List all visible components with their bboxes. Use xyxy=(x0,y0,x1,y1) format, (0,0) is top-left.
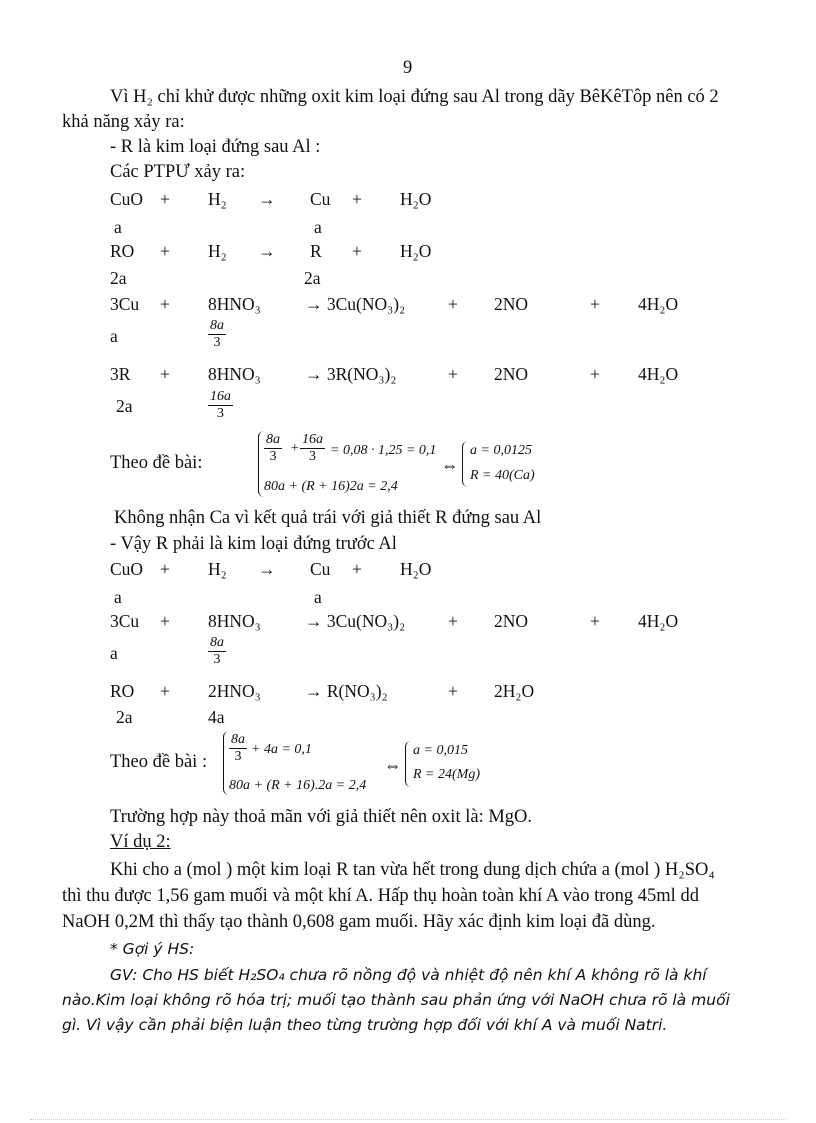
theo1-fraction-1 xyxy=(264,432,282,465)
eq7-reactant-2: 2HNO₃ xyxy=(208,681,261,701)
case2-label: - Vậy R phải là kim loại đứng trước Al xyxy=(110,534,397,554)
eq5-arrow: → xyxy=(258,559,276,579)
ptpu-label: Các PTPƯ xảy ra: xyxy=(110,162,246,182)
eq2-mole-1: 2a xyxy=(110,268,127,288)
fraction-denominator: 3 xyxy=(269,449,277,464)
eq1-reactant-2: H₂ xyxy=(208,189,227,209)
eq3-mole-1: a xyxy=(110,326,118,346)
theo1-result-1: a = 0,0125 xyxy=(470,443,532,458)
eq4-plus-2: + xyxy=(448,364,458,384)
eq4-mole-1: 2a xyxy=(116,396,133,416)
example-title: Ví dụ 2: xyxy=(110,832,171,852)
example-line-3: NaOH 0,2M thì thấy tạo thành 0,608 gam muối. Hãy xác định kim loại đã dùng. xyxy=(62,912,656,932)
eq4-product-1: → 3R(NO₃)₂ xyxy=(305,364,397,384)
eq3-product-3: 4H₂O xyxy=(638,294,679,314)
fraction-numerator: 8a xyxy=(210,635,224,650)
iff-symbol: ⇔ xyxy=(441,455,459,475)
theo2-fraction-1 xyxy=(229,732,247,765)
theo2-result-2: R = 24(Mg) xyxy=(413,767,480,782)
eq4-product-3: 4H₂O xyxy=(638,364,679,384)
eq3-reactant-1: 3Cu xyxy=(110,294,140,314)
eq3-mole-fraction xyxy=(208,318,226,351)
eq6-reactant-2: 8HNO₃ xyxy=(208,611,261,631)
fraction-denominator: 3 xyxy=(213,652,221,667)
eq7-mole-2: 4a xyxy=(208,707,225,727)
eq2-product-1: R xyxy=(310,241,322,261)
gv-line-3: gì. Vì vậy cần phải biện luận theo từng trường hợp đối với khí A và muối Natri. xyxy=(62,1016,668,1034)
fraction-numerator: 16a xyxy=(302,432,323,447)
theo2-label: Theo đề bài : xyxy=(110,752,208,772)
eq6-plus: + xyxy=(160,611,170,631)
eq2-reactant-1: RO xyxy=(110,241,135,261)
eq6-product-1: → 3Cu(NO₃)₂ xyxy=(305,611,406,631)
hint-label: * Gợi ý HS: xyxy=(110,940,195,958)
eq6-mole-1: a xyxy=(110,643,118,663)
right-brace xyxy=(462,441,469,487)
fraction-numerator: 16a xyxy=(210,389,231,404)
eq3-plus-3: + xyxy=(590,294,600,314)
eq4-plus: + xyxy=(160,364,170,384)
eq2-reactant-2: H₂ xyxy=(208,241,227,261)
intro-line-1: Vì H₂ chỉ khử được những oxit kim loại đứng sau Al trong dãy BêKêTôp nên có 2 xyxy=(110,87,719,107)
fraction-numerator: 8a xyxy=(231,732,245,747)
eq1-mole-1: a xyxy=(114,217,122,237)
eq2-mole-2: 2a xyxy=(304,268,321,288)
eq4-product-2: 2NO xyxy=(494,364,529,384)
fraction-denominator: 3 xyxy=(309,449,316,464)
eq2-product-2: H₂O xyxy=(400,241,432,261)
page-number: 9 xyxy=(403,58,413,78)
theo1-result-2: R = 40(Ca) xyxy=(470,468,535,483)
eq3-product-2: 2NO xyxy=(494,294,529,314)
theo1-equation-1-rhs: = 0,08 · 1,25 = 0,1 xyxy=(330,443,437,458)
fraction-numerator: 8a xyxy=(266,432,280,447)
eq5-product-1: Cu xyxy=(310,559,331,579)
reject-line: Không nhận Ca vì kết quả trái với giả thiết R đứng sau Al xyxy=(114,508,542,528)
iff-symbol: ⇔ xyxy=(384,755,402,775)
eq5-plus-2: + xyxy=(352,559,362,579)
eq5-reactant-2: H₂ xyxy=(208,559,227,579)
theo2-equation-2: 80a + (R + 16).2a = 2,4 xyxy=(229,778,367,793)
eq6-product-2: 2NO xyxy=(494,611,529,631)
fraction-numerator: 8a xyxy=(210,318,224,333)
example-line-2: thì thu được 1,56 gam muối và một khí A. Hấp thụ hoàn toàn khí A vào trong 45ml dd xyxy=(62,886,699,906)
case1-label: - R là kim loại đứng sau Al : xyxy=(110,137,321,157)
theo1-label: Theo đề bài: xyxy=(110,453,203,473)
fraction-denominator: 3 xyxy=(213,335,221,350)
eq5-product-2: H₂O xyxy=(400,559,432,579)
eq2-plus: + xyxy=(160,241,170,261)
eq1-product-1: Cu xyxy=(310,189,331,209)
eq6-plus-2: + xyxy=(448,611,458,631)
theo2-result-1: a = 0,015 xyxy=(413,743,468,758)
eq4-reactant-1: 3R xyxy=(110,364,131,384)
eq2-plus-2: + xyxy=(352,241,362,261)
right-brace xyxy=(405,741,412,787)
eq4-reactant-2: 8HNO₃ xyxy=(208,364,261,384)
eq7-reactant-1: RO xyxy=(110,681,135,701)
eq4-plus-3: + xyxy=(590,364,600,384)
eq3-product-1: → 3Cu(NO₃)₂ xyxy=(305,294,406,314)
eq1-reactant-1: CuO xyxy=(110,189,144,209)
conclusion: Trường hợp này thoả mãn với giả thiết nên oxit là: MgO. xyxy=(110,807,533,827)
theo2-equation-1-rhs: + 4a = 0,1 xyxy=(251,742,312,757)
page-bottom-divider xyxy=(30,1119,786,1120)
eq6-reactant-1: 3Cu xyxy=(110,611,140,631)
eq4-mole-fraction xyxy=(208,389,233,422)
theo1-fraction-2 xyxy=(300,432,325,465)
theo1-plus: + xyxy=(290,441,300,456)
eq5-reactant-1: CuO xyxy=(110,559,144,579)
eq1-plus: + xyxy=(160,189,170,209)
eq5-mole-1: a xyxy=(114,587,122,607)
eq3-plus-2: + xyxy=(448,294,458,314)
eq7-plus-2: + xyxy=(448,681,458,701)
fraction-denominator: 3 xyxy=(217,406,224,421)
eq3-plus: + xyxy=(160,294,170,314)
eq7-plus: + xyxy=(160,681,170,701)
eq6-product-3: 4H₂O xyxy=(638,611,679,631)
intro-line-2: khả năng xảy ra: xyxy=(62,112,185,132)
theo1-equation-2: 80a + (R + 16)2a = 2,4 xyxy=(264,479,398,494)
eq7-product-1: → R(NO₃)₂ xyxy=(305,681,388,701)
eq7-mole-1: 2a xyxy=(116,707,133,727)
eq1-plus-2: + xyxy=(352,189,362,209)
eq1-mole-2: a xyxy=(314,217,322,237)
eq2-arrow: → xyxy=(258,241,276,261)
eq3-reactant-2: 8HNO₃ xyxy=(208,294,261,314)
eq5-mole-2: a xyxy=(314,587,322,607)
eq6-plus-3: + xyxy=(590,611,600,631)
eq7-product-2: 2H₂O xyxy=(494,681,535,701)
gv-line-1: GV: Cho HS biết H₂SO₄ chưa rõ nồng độ và nhiệt độ nên khí A không rõ là khí xyxy=(110,966,707,984)
gv-line-2: nào.Kim loại không rõ hóa trị; muối tạo thành sau phản ứng với NaOH chưa rõ là muối xyxy=(62,991,730,1009)
example-line-1: Khi cho a (mol ) một kim loại R tan vừa hết trong dung dịch chứa a (mol ) H₂SO₄ xyxy=(110,860,715,880)
fraction-denominator: 3 xyxy=(234,749,242,764)
eq6-mole-fraction xyxy=(208,635,226,668)
eq1-arrow: → xyxy=(258,189,276,209)
eq5-plus: + xyxy=(160,559,170,579)
eq1-product-2: H₂O xyxy=(400,189,432,209)
